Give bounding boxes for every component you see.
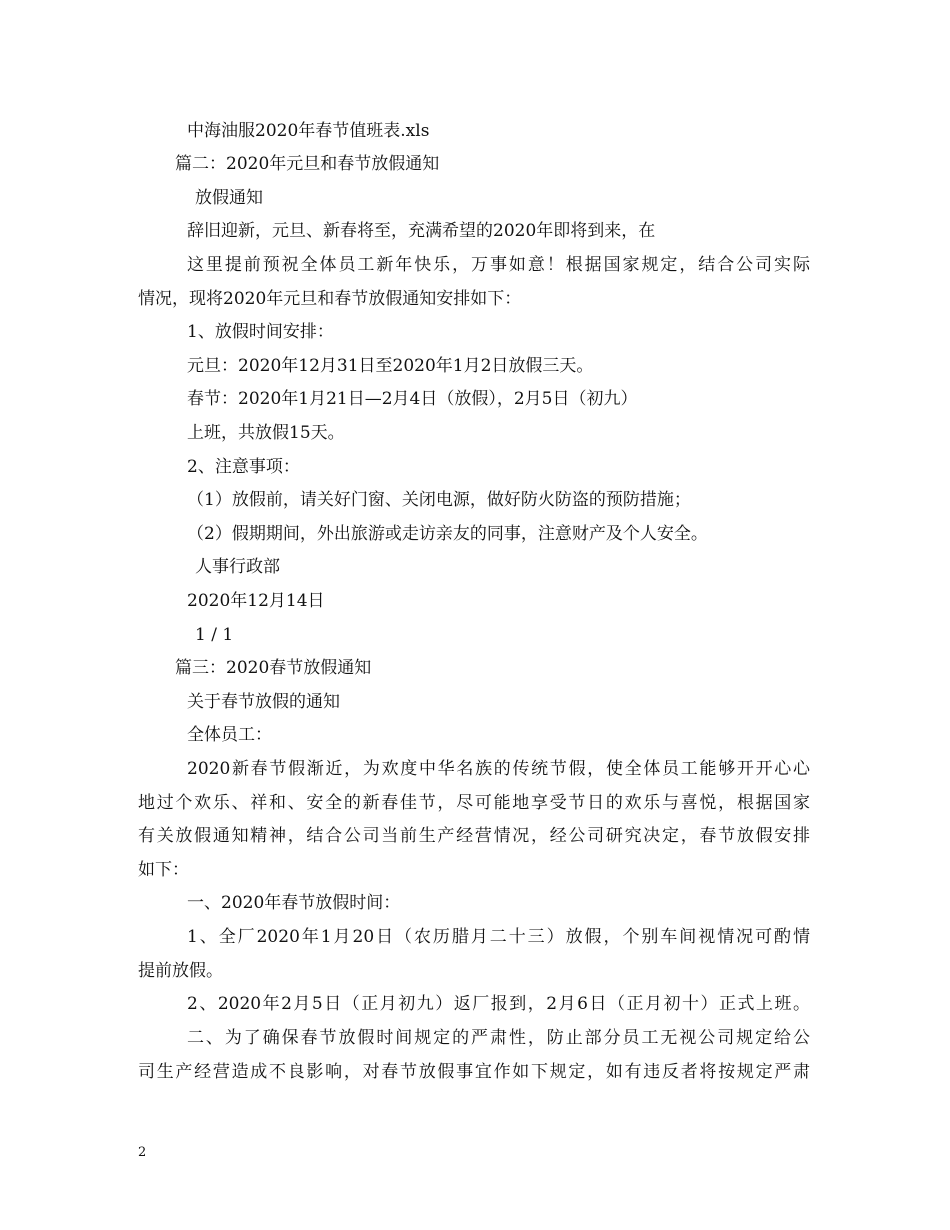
list-item: （2）假期期间，外出旅游或走访亲友的同事，注意财产及个人安全。 — [187, 524, 708, 544]
list-heading: 一、2020年春节放假时间： — [187, 893, 401, 913]
list-item: 1、全厂2020年1月20日（农历腊月二十三）放假，个别车间视情况可酌情 — [187, 927, 810, 947]
section-heading-part-three: 篇三：2020春节放假通知 — [175, 658, 372, 678]
list-item: 2、2020年2月5日（正月初九）返厂报到，2月6日（正月初十）正式上班。 — [187, 994, 810, 1014]
list-heading: 二、为了确保春节放假时间规定的严肃性，防止部分员工无视公司规定给公 — [187, 1028, 810, 1048]
paragraph-line: 辞旧迎新，元旦、新春将至，充满希望的2020年即将到来，在 — [187, 221, 656, 241]
notice-title: 关于春节放假的通知 — [187, 692, 340, 712]
paragraph-line: 2020新春节假渐近，为欢度中华名族的传统节假，使全体员工能够开开心心 — [187, 759, 810, 779]
paragraph-line: 有关放假通知精神，结合公司当前生产经营情况，经公司研究决定，春节放假安排 — [138, 826, 810, 846]
paragraph-line: 地过个欢乐、祥和、安全的新春佳节，尽可能地享受节日的欢乐与喜悦，根据国家 — [138, 793, 810, 813]
paragraph-line: 上班，共放假15天。 — [187, 423, 345, 443]
paragraph-line: 情况，现将2020年元旦和春节放假通知安排如下： — [138, 289, 522, 309]
section-heading-part-two: 篇二：2020年元旦和春节放假通知 — [175, 154, 440, 174]
issue-date: 2020年12月14日 — [187, 591, 325, 611]
attachment-filename: 中海油服2020年春节值班表.xls — [187, 121, 430, 141]
paragraph-line: 春节：2020年1月21日—2月4日（放假），2月5日（初九） — [187, 389, 638, 409]
salutation: 全体员工： — [187, 725, 272, 745]
notice-title: 放假通知 — [195, 188, 263, 208]
paragraph-line: 元旦：2020年12月31日至2020年1月2日放假三天。 — [187, 356, 594, 376]
issuer: 人事行政部 — [195, 557, 280, 577]
paragraph-line: 提前放假。 — [138, 961, 223, 981]
page-indicator: 1 / 1 — [195, 625, 234, 645]
list-heading: 2、注意事项： — [187, 457, 300, 477]
paragraph-line: 这里提前预祝全体员工新年快乐，万事如意！根据国家规定，结合公司实际 — [187, 255, 810, 275]
list-heading: 1、放假时间安排： — [187, 322, 334, 342]
list-item: （1）放假前，请关好门窗、关闭电源，做好防火防盗的预防措施； — [187, 490, 691, 510]
page-number: 2 — [138, 1145, 147, 1160]
paragraph-line: 如下： — [138, 860, 189, 880]
paragraph-line: 司生产经营造成不良影响，对春节放假事宜作如下规定，如有违反者将按规定严肃 — [138, 1062, 810, 1082]
